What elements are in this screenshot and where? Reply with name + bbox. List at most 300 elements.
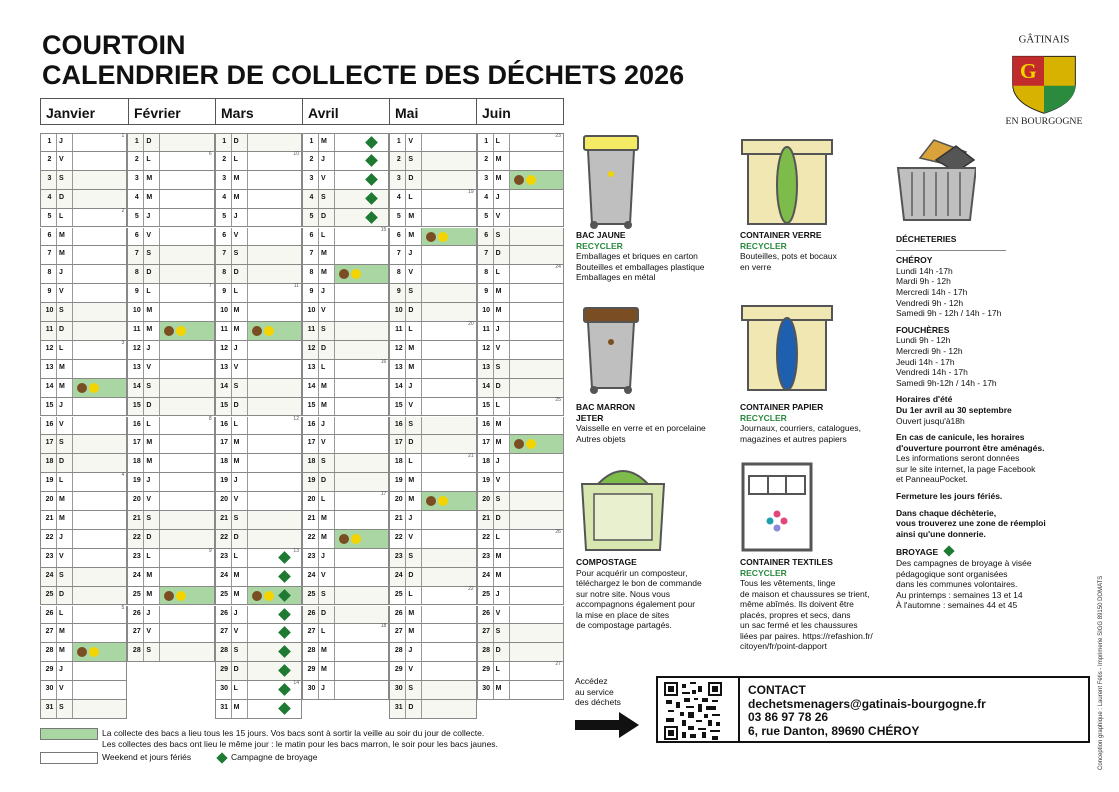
week-number: 11 (293, 283, 299, 290)
foucheres-name: FOUCHÈRES (896, 324, 950, 335)
day-number: 9 (47, 288, 52, 296)
cheroy-name: CHÉROY (896, 255, 933, 266)
calendar-day (127, 322, 214, 341)
day-letter: L (320, 628, 326, 636)
day-number: 15 (220, 401, 229, 409)
day-letter: J (146, 477, 151, 485)
contact-phone[interactable]: 03 86 97 78 26 (748, 710, 829, 725)
calendar-day (40, 379, 127, 398)
day-number: 1 (484, 138, 489, 145)
day-number: 27 (132, 628, 141, 636)
day-letter: V (146, 231, 151, 239)
month-header (40, 98, 564, 125)
brown-bin-dot-icon (426, 496, 436, 506)
day-letter: M (233, 307, 240, 315)
day-number: 27 (45, 628, 54, 636)
brown-bin-dot-icon (77, 383, 87, 393)
calendar-day (302, 322, 389, 341)
day-letter: V (408, 269, 413, 277)
calendar-day (40, 643, 127, 662)
day-number: 22 (220, 533, 229, 541)
day-number: 16 (220, 420, 229, 428)
day-number: 16 (307, 420, 316, 428)
calendar-day (127, 246, 214, 265)
day-letter: S (320, 326, 326, 333)
day-number: 14 (132, 382, 141, 390)
day-letter: D (408, 704, 414, 711)
day-number: 5 (134, 212, 139, 220)
day-number: 17 (307, 439, 316, 447)
calendar-day (477, 190, 564, 209)
bin-marron-action: JETER (576, 412, 604, 423)
broyage-diamond-icon (216, 752, 227, 763)
calendar-day (477, 322, 564, 341)
calendar-day (215, 568, 302, 587)
day-letter: D (320, 344, 327, 352)
brown-bin-dot-icon (339, 269, 349, 279)
calendar-day (40, 228, 127, 247)
day-number: 26 (394, 609, 403, 617)
calendar-day (302, 549, 389, 568)
day-letter: S (233, 382, 239, 390)
day-number: 4 (222, 193, 227, 201)
calendar-day (127, 398, 214, 417)
day-letter: L (495, 138, 500, 145)
day-number: 20 (482, 496, 491, 504)
day-number: 24 (220, 571, 229, 579)
calendar-day (215, 700, 302, 719)
day-letter: D (408, 439, 414, 447)
broyage-diamond-icon (365, 136, 378, 149)
calendar-day (127, 379, 214, 398)
day-letter: L (146, 420, 151, 428)
collection-calendar (40, 98, 564, 718)
day-letter: D (495, 382, 501, 390)
calendar-day (127, 454, 214, 473)
day-letter: M (146, 307, 153, 315)
week-number: 26 (555, 528, 561, 535)
day-letter: L (59, 344, 64, 352)
day-letter: J (408, 382, 413, 390)
day-letter: M (59, 647, 65, 655)
day-number: 8 (396, 269, 401, 277)
day-number: 20 (45, 496, 54, 504)
day-letter: J (320, 552, 325, 560)
calendar-day (215, 246, 302, 265)
day-number: 7 (47, 250, 52, 258)
calendar-day (389, 568, 476, 587)
day-letter: S (146, 250, 151, 258)
calendar-day (40, 398, 127, 417)
month-janvier: Janvier (46, 105, 96, 121)
day-number: 15 (394, 401, 403, 409)
bin-verre-desc: Bouteilles, pots et bocaux en verre (740, 251, 837, 272)
day-letter: M (146, 326, 153, 333)
calendar-day (215, 152, 302, 171)
calendar-day (215, 417, 302, 436)
day-number: 11 (133, 326, 141, 333)
broyage-text: Des campagnes de broyage à visée pédagogique sont organisées dans les communes volontaires. Au printemps : semaines 13 et 14 À l'automne : semaines 44 et 45 (896, 558, 1032, 611)
bin-jaune (576, 130, 726, 283)
day-letter: L (408, 326, 413, 333)
calendar-day (477, 530, 564, 549)
calendar-day (389, 606, 476, 625)
day-number: 13 (132, 363, 141, 371)
day-number: 31 (45, 704, 54, 711)
day-number: 10 (307, 307, 316, 315)
legend-weekend-swatch (40, 752, 98, 764)
day-number: 28 (482, 647, 491, 655)
calendar-day (477, 454, 564, 473)
calendar-day (389, 700, 476, 719)
calendar-day (40, 568, 127, 587)
calendar-day (40, 190, 127, 209)
calendar-day (302, 454, 389, 473)
calendar-day (127, 624, 214, 643)
calendar-day (40, 360, 127, 379)
day-letter: M (146, 439, 153, 447)
day-letter: M (495, 552, 502, 560)
calendar-day (302, 209, 389, 228)
day-letter: S (320, 590, 326, 598)
day-letter: M (59, 628, 65, 636)
day-letter: D (320, 477, 327, 485)
day-number: 14 (482, 382, 491, 390)
bin-verre-name: CONTAINER VERRE (740, 230, 822, 240)
day-letter: M (59, 382, 65, 390)
broyage-diamond-icon (365, 173, 378, 186)
day-number: 22 (45, 533, 54, 541)
day-letter: M (408, 496, 415, 504)
calendar-day (477, 511, 564, 530)
day-number: 12 (45, 344, 54, 352)
day-letter: M (59, 250, 65, 258)
day-letter: J (408, 250, 413, 258)
day-letter: J (146, 212, 151, 220)
day-number: 27 (307, 628, 316, 636)
calendar-day (477, 417, 564, 436)
day-number: 21 (132, 515, 141, 522)
day-number: 1 (309, 138, 314, 145)
calendar-day (40, 473, 127, 492)
day-number: 9 (222, 288, 227, 296)
calendar-day (40, 454, 127, 473)
day-number: 13 (482, 363, 491, 371)
month-avril: Avril (302, 99, 389, 124)
calendar-day (389, 209, 476, 228)
day-letter: J (495, 458, 500, 466)
day-letter: M (146, 590, 153, 598)
day-letter: D (408, 174, 414, 182)
day-number: 23 (132, 552, 141, 560)
week-number: 1 (121, 133, 125, 139)
day-letter: M (320, 647, 327, 655)
day-letter: J (59, 401, 63, 409)
calendar-day (477, 492, 564, 511)
page-title (42, 30, 684, 90)
day-letter: V (320, 174, 326, 182)
week-number: 17 (380, 491, 387, 498)
day-letter: V (233, 496, 239, 504)
calendar-day (389, 511, 476, 530)
day-number: 13 (307, 363, 316, 371)
brown-bin-dot-icon (339, 534, 349, 544)
day-letter: L (320, 231, 326, 239)
week-number: 13 (293, 547, 299, 554)
access-text: Accédez au service des déchets (575, 676, 621, 707)
week-number: 25 (555, 396, 561, 403)
day-letter: M (320, 515, 327, 522)
day-number: 17 (220, 439, 229, 447)
day-number: 23 (45, 552, 54, 560)
calendar-day (389, 284, 476, 303)
day-number: 6 (484, 231, 489, 239)
day-number: 24 (482, 571, 491, 579)
qr-code-icon[interactable] (664, 682, 722, 740)
day-letter: V (233, 231, 239, 239)
day-number: 15 (45, 401, 54, 409)
day-number: 30 (220, 685, 229, 693)
legend-broyage-text: Campagne de broyage (231, 752, 318, 762)
reemploi-notice: Dans chaque déchèterie, vous trouverez une zone de réemploi ainsi qu'une donnerie. (896, 507, 1046, 539)
contact-email[interactable]: dechetsmenagers@gatinais-bourgogne.fr (748, 696, 986, 711)
week-number: 4 (121, 472, 125, 479)
calendar-day (40, 700, 127, 719)
week-number: 16 (380, 358, 387, 365)
day-letter: J (59, 666, 63, 674)
day-number: 19 (482, 477, 491, 485)
day-letter: D (495, 250, 501, 258)
day-letter: M (233, 326, 240, 333)
day-number: 13 (220, 363, 229, 371)
yellow-bin-dot-icon (526, 175, 536, 185)
day-number: 15 (482, 401, 491, 409)
decheteries-panel (896, 130, 1096, 611)
brown-bin-dot-icon (252, 326, 262, 336)
calendar-day (389, 681, 476, 700)
day-letter: M (408, 363, 415, 371)
day-number: 6 (309, 231, 314, 239)
day-letter: M (233, 571, 240, 579)
bin-compost-name: COMPOSTAGE (576, 557, 637, 567)
day-letter: M (408, 628, 415, 636)
month-mai: Mai (389, 99, 476, 124)
day-letter: L (59, 609, 64, 617)
day-number: 21 (307, 515, 316, 522)
day-letter: D (59, 458, 65, 466)
day-number: 26 (45, 609, 54, 617)
week-number: 8 (208, 415, 212, 422)
calendar-day (389, 587, 476, 606)
calendar-day (127, 587, 214, 606)
day-letter: J (495, 193, 500, 201)
calendar-day (389, 360, 476, 379)
yellow-bin-dot-icon (89, 647, 99, 657)
calendar-day (389, 322, 476, 341)
calendar-day (477, 379, 564, 398)
day-letter: M (59, 231, 65, 239)
day-number: 27 (394, 628, 403, 636)
day-number: 22 (482, 533, 491, 541)
calendar-day (389, 492, 476, 511)
day-letter: D (233, 401, 239, 409)
calendar-day (477, 265, 564, 284)
calendar-day (40, 322, 127, 341)
day-number: 11 (482, 326, 490, 333)
yellow-bin-dot-icon (264, 326, 274, 336)
day-number: 26 (220, 609, 229, 617)
day-letter: V (59, 288, 64, 296)
day-letter: M (495, 307, 502, 315)
week-number: 12 (293, 415, 299, 422)
day-number: 16 (394, 420, 403, 428)
bin-compost (576, 462, 726, 631)
day-number: 29 (307, 666, 316, 674)
day-letter: L (495, 666, 500, 674)
day-number: 29 (45, 666, 54, 674)
broyage-diamond-icon (278, 627, 291, 640)
calendar-day (477, 643, 564, 662)
calendar-day (477, 284, 564, 303)
day-letter: S (495, 496, 501, 504)
day-number: 20 (307, 496, 316, 504)
day-letter: V (408, 666, 413, 674)
day-number: 17 (132, 439, 141, 447)
canicule-info: Les informations seront données sur le site internet, la page Facebook et PanneauPocket. (896, 453, 1036, 485)
day-number: 9 (134, 288, 139, 296)
day-number: 24 (45, 571, 54, 579)
calendar-day (302, 417, 389, 436)
broyage-diamond-icon (943, 546, 954, 557)
day-letter: S (320, 193, 326, 201)
day-number: 26 (482, 609, 491, 617)
day-number: 12 (132, 344, 141, 352)
contact-info (748, 684, 986, 738)
logo-top-text: GÂTINAIS (1018, 33, 1070, 46)
contact-address: 6, rue Danton, 89690 CHÉROY (748, 723, 920, 738)
day-letter: S (233, 250, 239, 258)
day-number: 21 (394, 515, 403, 522)
calendar-day (215, 511, 302, 530)
day-number: 5 (396, 212, 401, 220)
day-number: 9 (484, 288, 489, 296)
broyage-diamond-icon (365, 192, 378, 205)
calendar-day (40, 492, 127, 511)
contact-title: CONTACT (748, 683, 806, 697)
calendar-day (302, 398, 389, 417)
brown-bin-dot-icon (164, 591, 174, 601)
calendar-day (40, 587, 127, 606)
calendar-day (40, 246, 127, 265)
calendar-day (477, 473, 564, 492)
day-letter: L (233, 288, 238, 296)
calendar-day (40, 284, 127, 303)
broyage-diamond-icon (278, 551, 291, 564)
day-letter: D (233, 666, 239, 674)
day-number: 22 (394, 533, 403, 541)
calendar-day (127, 265, 214, 284)
calendar-day (477, 606, 564, 625)
day-letter: J (320, 420, 325, 428)
calendar-day (302, 511, 389, 530)
day-number: 3 (222, 174, 227, 182)
week-number: 15 (380, 226, 387, 233)
calendar-day (40, 265, 127, 284)
calendar-day (302, 624, 389, 643)
day-number: 5 (309, 212, 314, 220)
day-number: 18 (132, 458, 141, 466)
calendar-day (389, 530, 476, 549)
day-number: 15 (307, 401, 316, 409)
day-letter: M (320, 138, 327, 145)
day-letter: S (59, 571, 64, 579)
day-letter: J (233, 477, 238, 485)
day-letter: V (320, 571, 326, 579)
calendar-day (127, 284, 214, 303)
week-number: 14 (293, 680, 299, 687)
calendar-day (389, 190, 476, 209)
calendar-day (302, 152, 389, 171)
day-number: 3 (134, 174, 139, 182)
broyage-diamond-icon (365, 211, 378, 224)
day-number: 22 (307, 533, 316, 541)
day-number: 10 (220, 307, 229, 315)
calendar-day (215, 303, 302, 322)
day-number: 21 (45, 515, 54, 522)
day-number: 1 (222, 138, 227, 145)
day-letter: J (233, 344, 238, 352)
calendar-day (389, 133, 476, 152)
calendar-day (389, 265, 476, 284)
calendar-day (477, 228, 564, 247)
day-letter: S (233, 515, 239, 522)
calendar-day (302, 341, 389, 360)
day-number: 1 (134, 138, 139, 145)
day-letter: L (233, 155, 238, 163)
contact-box (656, 676, 1090, 743)
day-letter: D (146, 269, 152, 277)
day-number: 8 (309, 269, 314, 277)
calendar-day (127, 209, 214, 228)
bin-compost-desc: Pour acquérir un composteur, téléchargez le bon de commande sur notre site. Nous vous accompagnons également pour la mise en place de sites de compostage partagés. (576, 567, 702, 630)
day-number: 17 (482, 439, 491, 447)
bin-jaune-action: RECYCLER (576, 240, 623, 251)
month-mars: Mars (215, 99, 302, 124)
day-number: 3 (396, 174, 401, 182)
bin-textile-desc: Tous les vêtements, linge de maison et chaussures se trient, même abîmés. Ils doivent être placés, propres et secs, dans un sac fermé et les chaussures liées par paires. https://refashion.fr/ citoyen/fr/point-dapport (740, 578, 873, 651)
day-letter: L (408, 458, 413, 466)
day-number: 26 (307, 609, 316, 617)
day-letter: S (408, 685, 413, 693)
day-number: 2 (484, 155, 489, 163)
calendar-day (40, 341, 127, 360)
day-number: 12 (482, 344, 491, 352)
calendar-day (40, 171, 127, 190)
week-number: 7 (208, 283, 212, 290)
day-number: 14 (307, 382, 316, 390)
brown-bin-icon (576, 302, 646, 402)
yellow-bin-dot-icon (176, 326, 186, 336)
day-letter: V (495, 344, 501, 352)
day-letter: M (146, 571, 153, 579)
day-number: 6 (222, 231, 227, 239)
day-letter: D (146, 138, 152, 145)
day-letter: J (495, 326, 500, 333)
day-number: 22 (132, 533, 141, 541)
day-letter: M (59, 363, 65, 371)
month-fevrier: Février (128, 99, 215, 124)
day-number: 4 (484, 193, 489, 201)
